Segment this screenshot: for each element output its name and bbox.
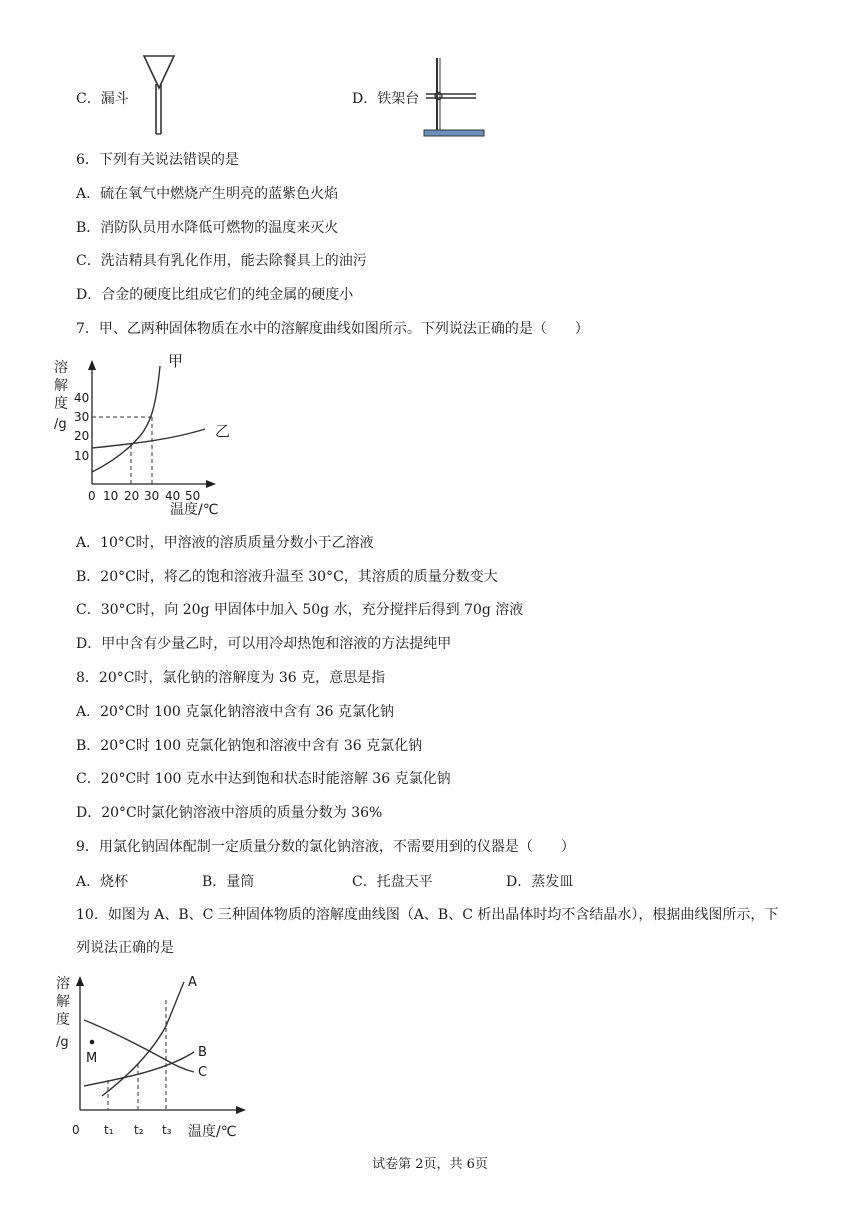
q10-stem-line2: 列说法正确的是	[76, 940, 174, 956]
q7-origin: 0	[88, 489, 96, 503]
q10-ylabel-char-2: 解	[56, 994, 70, 1010]
q7-xtick-50: 50	[185, 489, 201, 503]
q6-option-d: D．合金的硬度比组成它们的纯金属的硬度小	[76, 287, 354, 303]
q7-series-yi-label: 乙	[215, 422, 231, 440]
q7-xtick-10: 10	[103, 489, 119, 503]
q7-ylabel-char-2: 解	[54, 378, 68, 394]
q8-option-a: A．20°C时 100 克氯化钠溶液中含有 36 克氯化钠	[76, 704, 394, 720]
q6-option-b: B．消防队员用水降低可燃物的温度来灭火	[76, 220, 339, 236]
q10-xtick-t1: t₁	[104, 1123, 114, 1137]
q6-option-c: C．洗洁精具有乳化作用，能去除餐具上的油污	[76, 253, 367, 269]
q7-xtick-40: 40	[165, 489, 181, 503]
q7-option-c: C．30°C时，向 20g 甲固体中加入 50g 水，充分搅拌后得到 70g 溶液	[76, 602, 524, 618]
q10-xtick-t3: t₃	[162, 1123, 172, 1137]
q7-ylabel-char-3: 度	[54, 396, 68, 412]
q10-origin: 0	[72, 1123, 80, 1137]
q7-xtick-20: 20	[124, 489, 140, 503]
q8-option-b: B．20°C时 100 克氯化钠饱和溶液中含有 36 克氯化钠	[76, 738, 423, 754]
q7-ytick-20: 20	[74, 429, 90, 443]
q7-option-d: D．甲中含有少量乙时，可以用冷却热饱和溶液的方法提纯甲	[76, 636, 452, 652]
q6-option-a: A．硫在氧气中燃烧产生明亮的蓝紫色火焰	[76, 186, 339, 202]
q9-options-row	[0, 871, 860, 891]
q7-ytick-40: 40	[74, 391, 90, 405]
q6-stem: 6．下列有关说法错误的是	[76, 152, 239, 168]
q10-xtick-t2: t₂	[134, 1123, 144, 1137]
q7-xtick-30: 30	[144, 489, 160, 503]
q7-series-jia-label: 甲	[168, 352, 184, 370]
q10-ylabel-char-3: 度	[56, 1012, 70, 1028]
iron-stand-icon	[420, 50, 490, 140]
q7-option-a: A．10°C时，甲溶液的溶质质量分数小于乙溶液	[76, 535, 374, 551]
q8-stem: 8．20°C时，氯化钠的溶解度为 36 克，意思是指	[76, 670, 386, 686]
q10-series-b-label: B	[198, 1045, 207, 1060]
q9-option-d: D．蒸发皿	[506, 874, 574, 890]
option-d-iron-stand-label: D．铁架台	[352, 91, 420, 107]
page-footer: 试卷第 2页，共 6页	[372, 1157, 488, 1172]
q7-ylabel-unit: /g	[54, 417, 67, 432]
q9-option-c: C．托盘天平	[352, 874, 433, 890]
q9-stem: 9．用氯化钠固体配制一定质量分数的氯化钠溶液，不需要用到的仪器是（ ）	[76, 839, 575, 855]
q10-solubility-chart	[54, 968, 264, 1140]
q7-ytick-10: 10	[74, 449, 90, 463]
q10-point-m-label: M	[86, 1051, 98, 1066]
q10-series-c-label: C	[198, 1065, 208, 1080]
q10-ylabel-unit: /g	[56, 1035, 69, 1050]
q10-xlabel: 温度/℃	[188, 1124, 237, 1140]
q9-option-a: A．烧杯	[76, 874, 129, 890]
option-c-funnel-label: C．漏斗	[76, 91, 129, 107]
q7-xlabel: 温度/℃	[170, 502, 219, 518]
funnel-icon	[140, 50, 180, 140]
q7-option-b: B．20°C时，将乙的饱和溶液升温至 30°C，其溶质的质量分数变大	[76, 569, 498, 585]
q10-stem-line1: 10．如图为 A、B、C 三种固体物质的溶解度曲线图（A、B、C 析出晶体时均不含结晶水），根据曲线图所示，下	[76, 907, 779, 923]
q7-ytick-30: 30	[74, 410, 90, 424]
q10-ylabel-char-1: 溶	[56, 976, 70, 992]
q9-option-b: B．量筒	[202, 874, 255, 890]
q8-option-c: C．20°C时 100 克水中达到饱和状态时能溶解 36 克氯化钠	[76, 771, 451, 787]
q8-option-d: D．20°C时氯化钠溶液中溶质的质量分数为 36%	[76, 805, 383, 821]
q7-solubility-chart	[50, 350, 250, 520]
q7-stem: 7．甲、乙两种固体物质在水中的溶解度曲线如图所示。下列说法正确的是（ ）	[76, 321, 589, 337]
q7-ylabel-char-1: 溶	[54, 360, 68, 376]
q10-series-a-label: A	[188, 975, 197, 990]
